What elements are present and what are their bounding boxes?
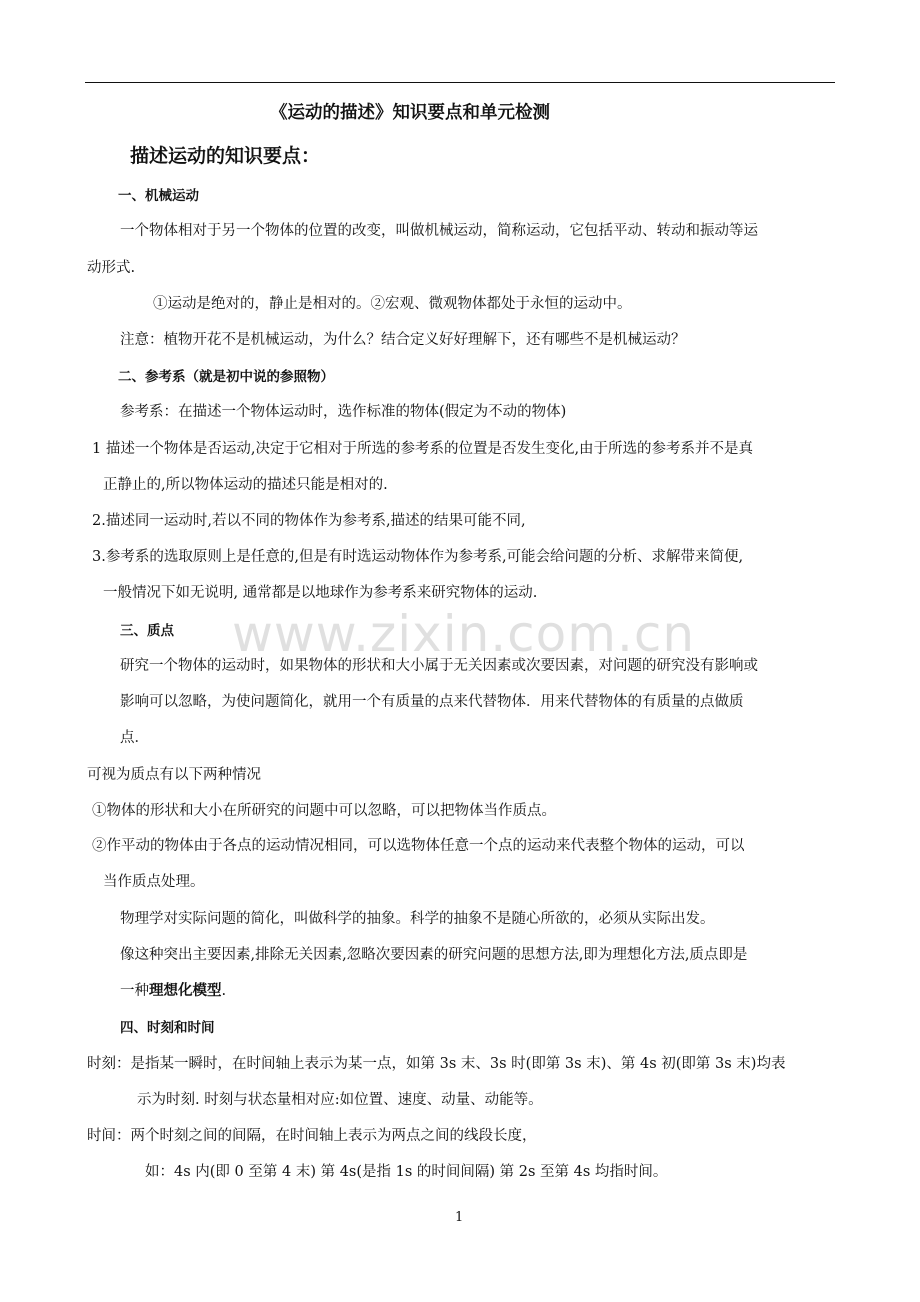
ideal-model-term: 理想化模型 [149,982,222,999]
paragraph-line: 当作质点处理。 [103,874,205,890]
paragraph-line-ideal-model [120,981,226,1001]
section-heading-mechanical-motion: 一、机械运动 [118,188,199,204]
paragraph-line: 研究一个物体的运动时，如果物体的形状和大小属于无关因素或次要因素，对问题的研究没有影响或 [120,658,758,674]
paragraph-line: ①运动是绝对的，静止是相对的。②宏观、微观物体都处于永恒的运动中。 [153,296,632,312]
paragraph-line: 如：4s 内(即 0 至第 4 末) 第 4s(是指 1s 的时间间隔) 第 2s 至第 4s 均指时间。 [145,1164,668,1180]
paragraph-line: 注意：植物开花不是机械运动，为什么？结合定义好好理解下，还有哪些不是机械运动？ [120,332,686,348]
section-heading-particle: 三、质点 [120,623,174,639]
paragraph-line: 2.描述同一运动时,若以不同的物体作为参考系,描述的结果可能不同, [92,513,526,529]
paragraph-line: 参考系：在描述一个物体运动时，选作标准的物体(假定为不动的物体) [120,404,567,420]
document-title: 《运动的描述》知识要点和单元检测 [270,103,550,123]
section-heading-time: 四、时刻和时间 [120,1020,215,1036]
line-prefix: 一种 [120,983,149,999]
paragraph-line: 时刻：是指某一瞬时，在时间轴上表示为某一点，如第 3s 末、3s 时(即第 3s 末)、第 4s 初(即第 3s 末)均表 [87,1056,786,1072]
paragraph-line: 时间：两个时刻之间的间隔，在时间轴上表示为两点之间的线段长度， [87,1128,537,1144]
paragraph-line: 点． [120,730,149,746]
page-number: 1 [455,1210,464,1225]
paragraph-line: ①物体的形状和大小在所研究的问题中可以忽略，可以把物体当作质点。 [92,803,556,819]
paragraph-line: 3.参考系的选取原则上是任意的,但是有时选运动物体作为参考系,可能会给问题的分析、求解带来简便, [92,549,744,565]
paragraph-line: 影响可以忽略，为使问题简化，就用一个有质量的点来代替物体．用来代替物体的有质量的点做质 [120,694,744,710]
document-subtitle: 描述运动的知识要点： [130,145,321,167]
paragraph-line: 正静止的,所以物体运动的描述只能是相对的. [103,477,388,493]
paragraph-line: 1 描述一个物体是否运动,决定于它相对于所选的参考系的位置是否发生变化,由于所选的参考系并不是真 [92,441,754,457]
paragraph-line: ②作平动的物体由于各点的运动情况相同，可以选物体任意一个点的运动来代表整个物体的运动，可以 [92,838,745,854]
header-rule [85,82,835,83]
paragraph-line: 动形式. [87,260,136,276]
paragraph-line: 像这种突出主要因素,排除无关因素,忽略次要因素的研究问题的思想方法,即为理想化方法,质点即是 [120,947,748,963]
section-heading-reference-frame: 二、参考系（就是初中说的参照物） [118,369,334,385]
line-suffix: . [221,983,227,999]
paragraph-line: 物理学对实际问题的简化，叫做科学的抽象。科学的抽象不是随心所欲的，必须从实际出发。 [120,911,715,927]
paragraph-line: 可视为质点有以下两种情况 [87,767,261,783]
watermark: www.zixin.com.cn [232,605,696,663]
paragraph-line: 一般情况下如无说明, 通常都是以地球作为参考系来研究物体的运动. [103,585,538,601]
paragraph-line: 一个物体相对于另一个物体的位置的改变，叫做机械运动，简称运动，它包括平动、转动和振动等运 [120,223,758,239]
paragraph-line: 示为时刻. 时刻与状态量相对应:如位置、速度、动量、动能等。 [137,1092,543,1108]
